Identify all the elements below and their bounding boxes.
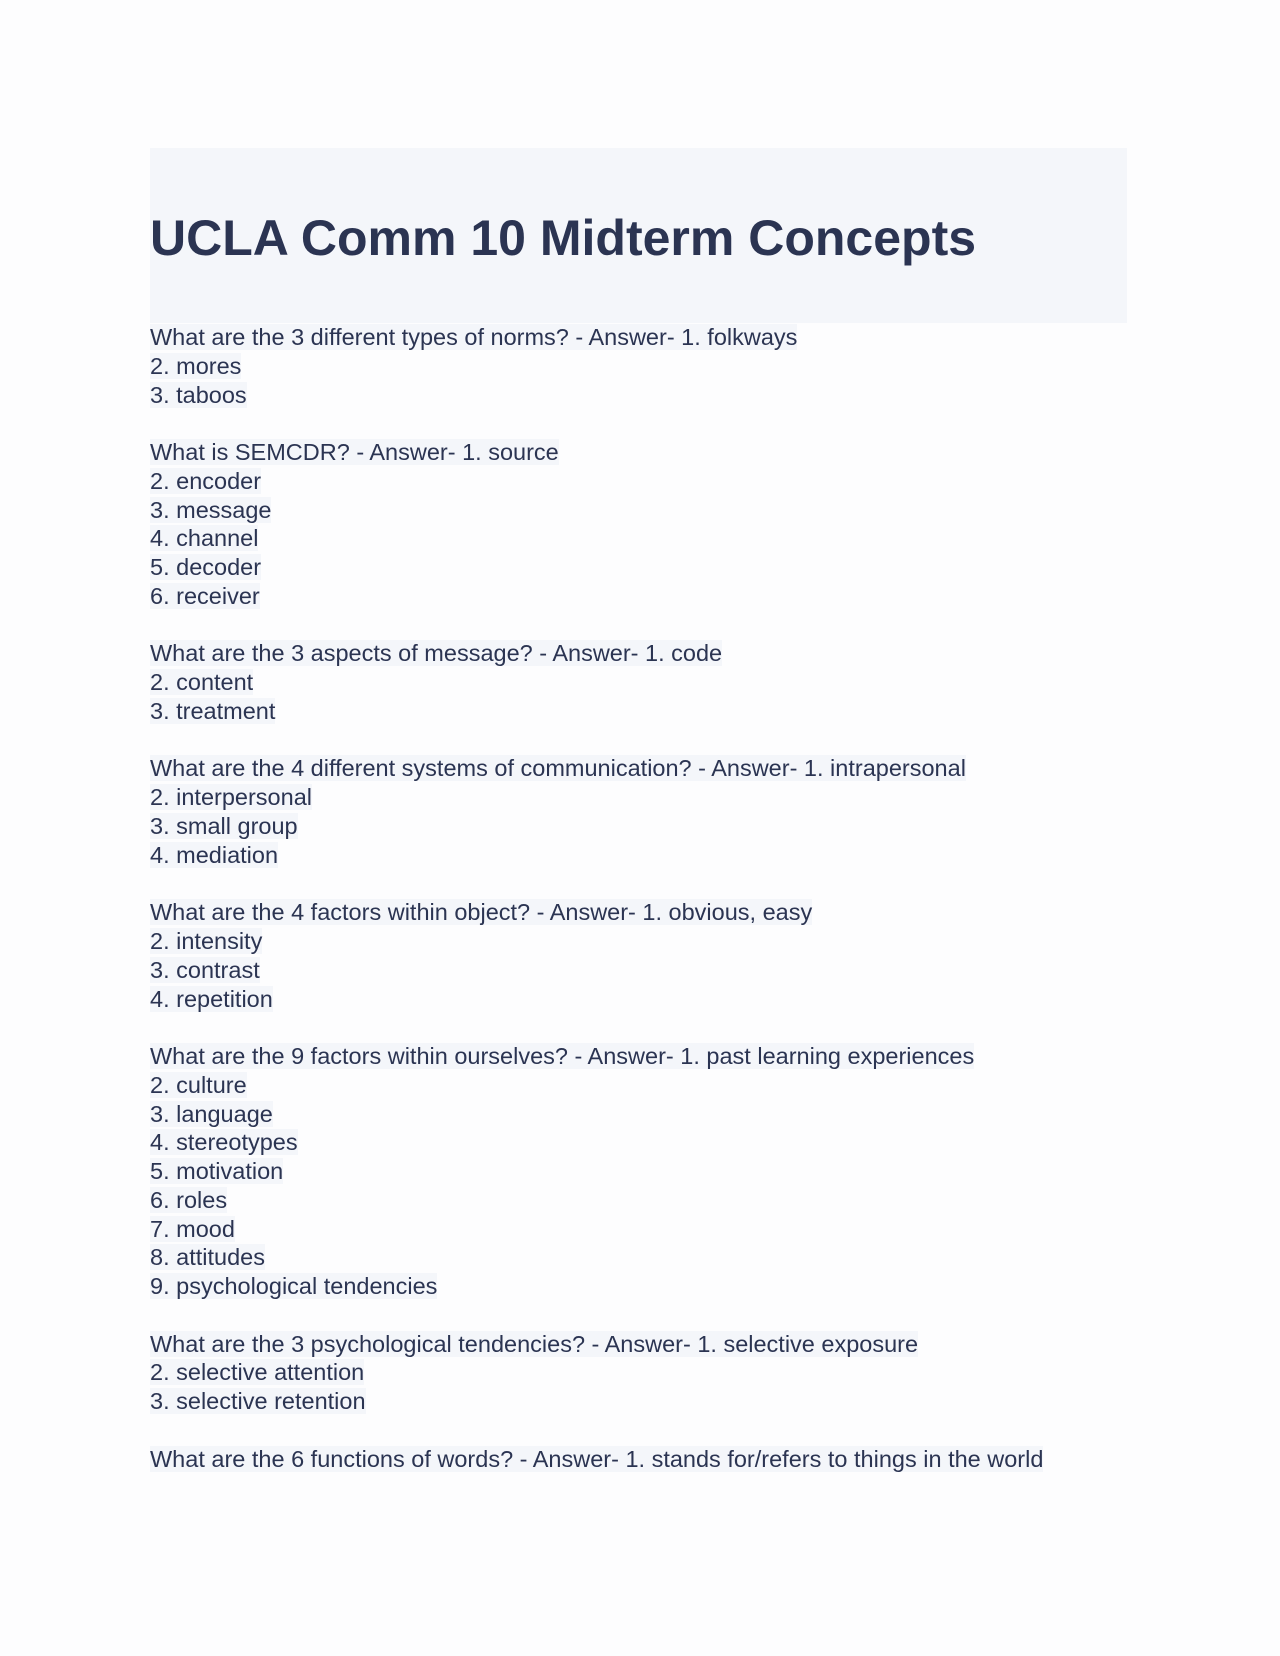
answer-line	[150, 1128, 1150, 1157]
answer-text: 2. culture	[150, 1071, 247, 1098]
answer-line	[150, 1071, 1150, 1100]
answer-text: 4. mediation	[150, 841, 279, 868]
answer-line	[150, 956, 1150, 985]
answer-text: 8. attitudes	[150, 1244, 265, 1271]
answer-text: 4. channel	[150, 525, 259, 552]
answer-line	[150, 1215, 1150, 1244]
qa-item	[150, 1445, 1150, 1474]
question-text: What are the 3 aspects of message? - Answer- 1. code	[150, 640, 723, 667]
answer-text: 3. treatment	[150, 697, 276, 724]
answer-text: 6. roles	[150, 1186, 228, 1213]
answer-text: 4. repetition	[150, 985, 273, 1012]
question-line	[150, 1445, 1150, 1474]
answer-text: 2. encoder	[150, 467, 262, 494]
question-text: What are the 3 different types of norms? - Answer- 1. folkways	[150, 324, 798, 350]
answer-text: 2. interpersonal	[150, 784, 312, 811]
qa-item	[150, 898, 1150, 1013]
answer-text: 9. psychological tendencies	[150, 1273, 438, 1300]
answer-text: 2. intensity	[150, 927, 263, 954]
answer-line	[150, 812, 1150, 841]
answer-line	[150, 381, 1150, 410]
answer-text: 3. contrast	[150, 956, 260, 983]
answer-text: 3. message	[150, 496, 272, 523]
answer-text: 3. small group	[150, 812, 298, 839]
question-line	[150, 323, 1150, 352]
qa-item	[150, 1042, 1150, 1301]
qa-item	[150, 639, 1150, 725]
answer-line	[150, 927, 1150, 956]
question-text: What are the 4 different systems of communication? - Answer- 1. intrapersonal	[150, 755, 966, 782]
qa-item	[150, 754, 1150, 869]
question-text: What are the 9 factors within ourselves? - Answer- 1. past learning experiences	[150, 1042, 975, 1069]
answer-text: 4. stereotypes	[150, 1129, 298, 1156]
qa-item	[150, 1330, 1150, 1416]
question-text: What are the 6 functions of words? - Answer- 1. stands for/refers to things in the world	[150, 1445, 1044, 1472]
answer-line	[150, 496, 1150, 525]
answer-line	[150, 1100, 1150, 1129]
answer-line	[150, 1243, 1150, 1272]
answer-line	[150, 783, 1150, 812]
question-text: What is SEMCDR? - Answer- 1. source	[150, 438, 559, 465]
answer-line	[150, 1157, 1150, 1186]
answer-line	[150, 985, 1150, 1014]
answer-line	[150, 524, 1150, 553]
answer-line	[150, 582, 1150, 611]
question-line	[150, 639, 1150, 668]
question-line	[150, 1042, 1150, 1071]
question-line	[150, 438, 1150, 467]
qa-list	[150, 323, 1150, 1502]
answer-text: 5. decoder	[150, 554, 262, 581]
question-line	[150, 898, 1150, 927]
answer-text: 2. mores	[150, 352, 242, 379]
answer-line	[150, 668, 1150, 697]
question-text: What are the 4 factors within object? - Answer- 1. obvious, easy	[150, 899, 813, 926]
answer-text: 2. content	[150, 669, 254, 696]
answer-text: 6. receiver	[150, 582, 260, 609]
answer-line	[150, 1358, 1150, 1387]
answer-text: 5. motivation	[150, 1158, 284, 1185]
answer-line	[150, 553, 1150, 582]
answer-line	[150, 467, 1150, 496]
answer-text: 3. taboos	[150, 381, 247, 408]
question-text: What are the 3 psychological tendencies? - Answer- 1. selective exposure	[150, 1330, 919, 1357]
qa-item	[150, 438, 1150, 611]
answer-text: 2. selective attention	[150, 1359, 365, 1386]
page-title: UCLA Comm 10 Midterm Concepts	[150, 210, 977, 266]
qa-item	[150, 323, 1150, 409]
answer-text: 3. language	[150, 1100, 273, 1127]
title-block	[150, 148, 1127, 323]
answer-line	[150, 1272, 1150, 1301]
answer-line	[150, 1186, 1150, 1215]
question-line	[150, 754, 1150, 783]
answer-text: 3. selective retention	[150, 1388, 366, 1415]
answer-line	[150, 352, 1150, 381]
question-line	[150, 1330, 1150, 1359]
answer-text: 7. mood	[150, 1215, 235, 1242]
answer-line	[150, 841, 1150, 870]
answer-line	[150, 697, 1150, 726]
answer-line	[150, 1387, 1150, 1416]
